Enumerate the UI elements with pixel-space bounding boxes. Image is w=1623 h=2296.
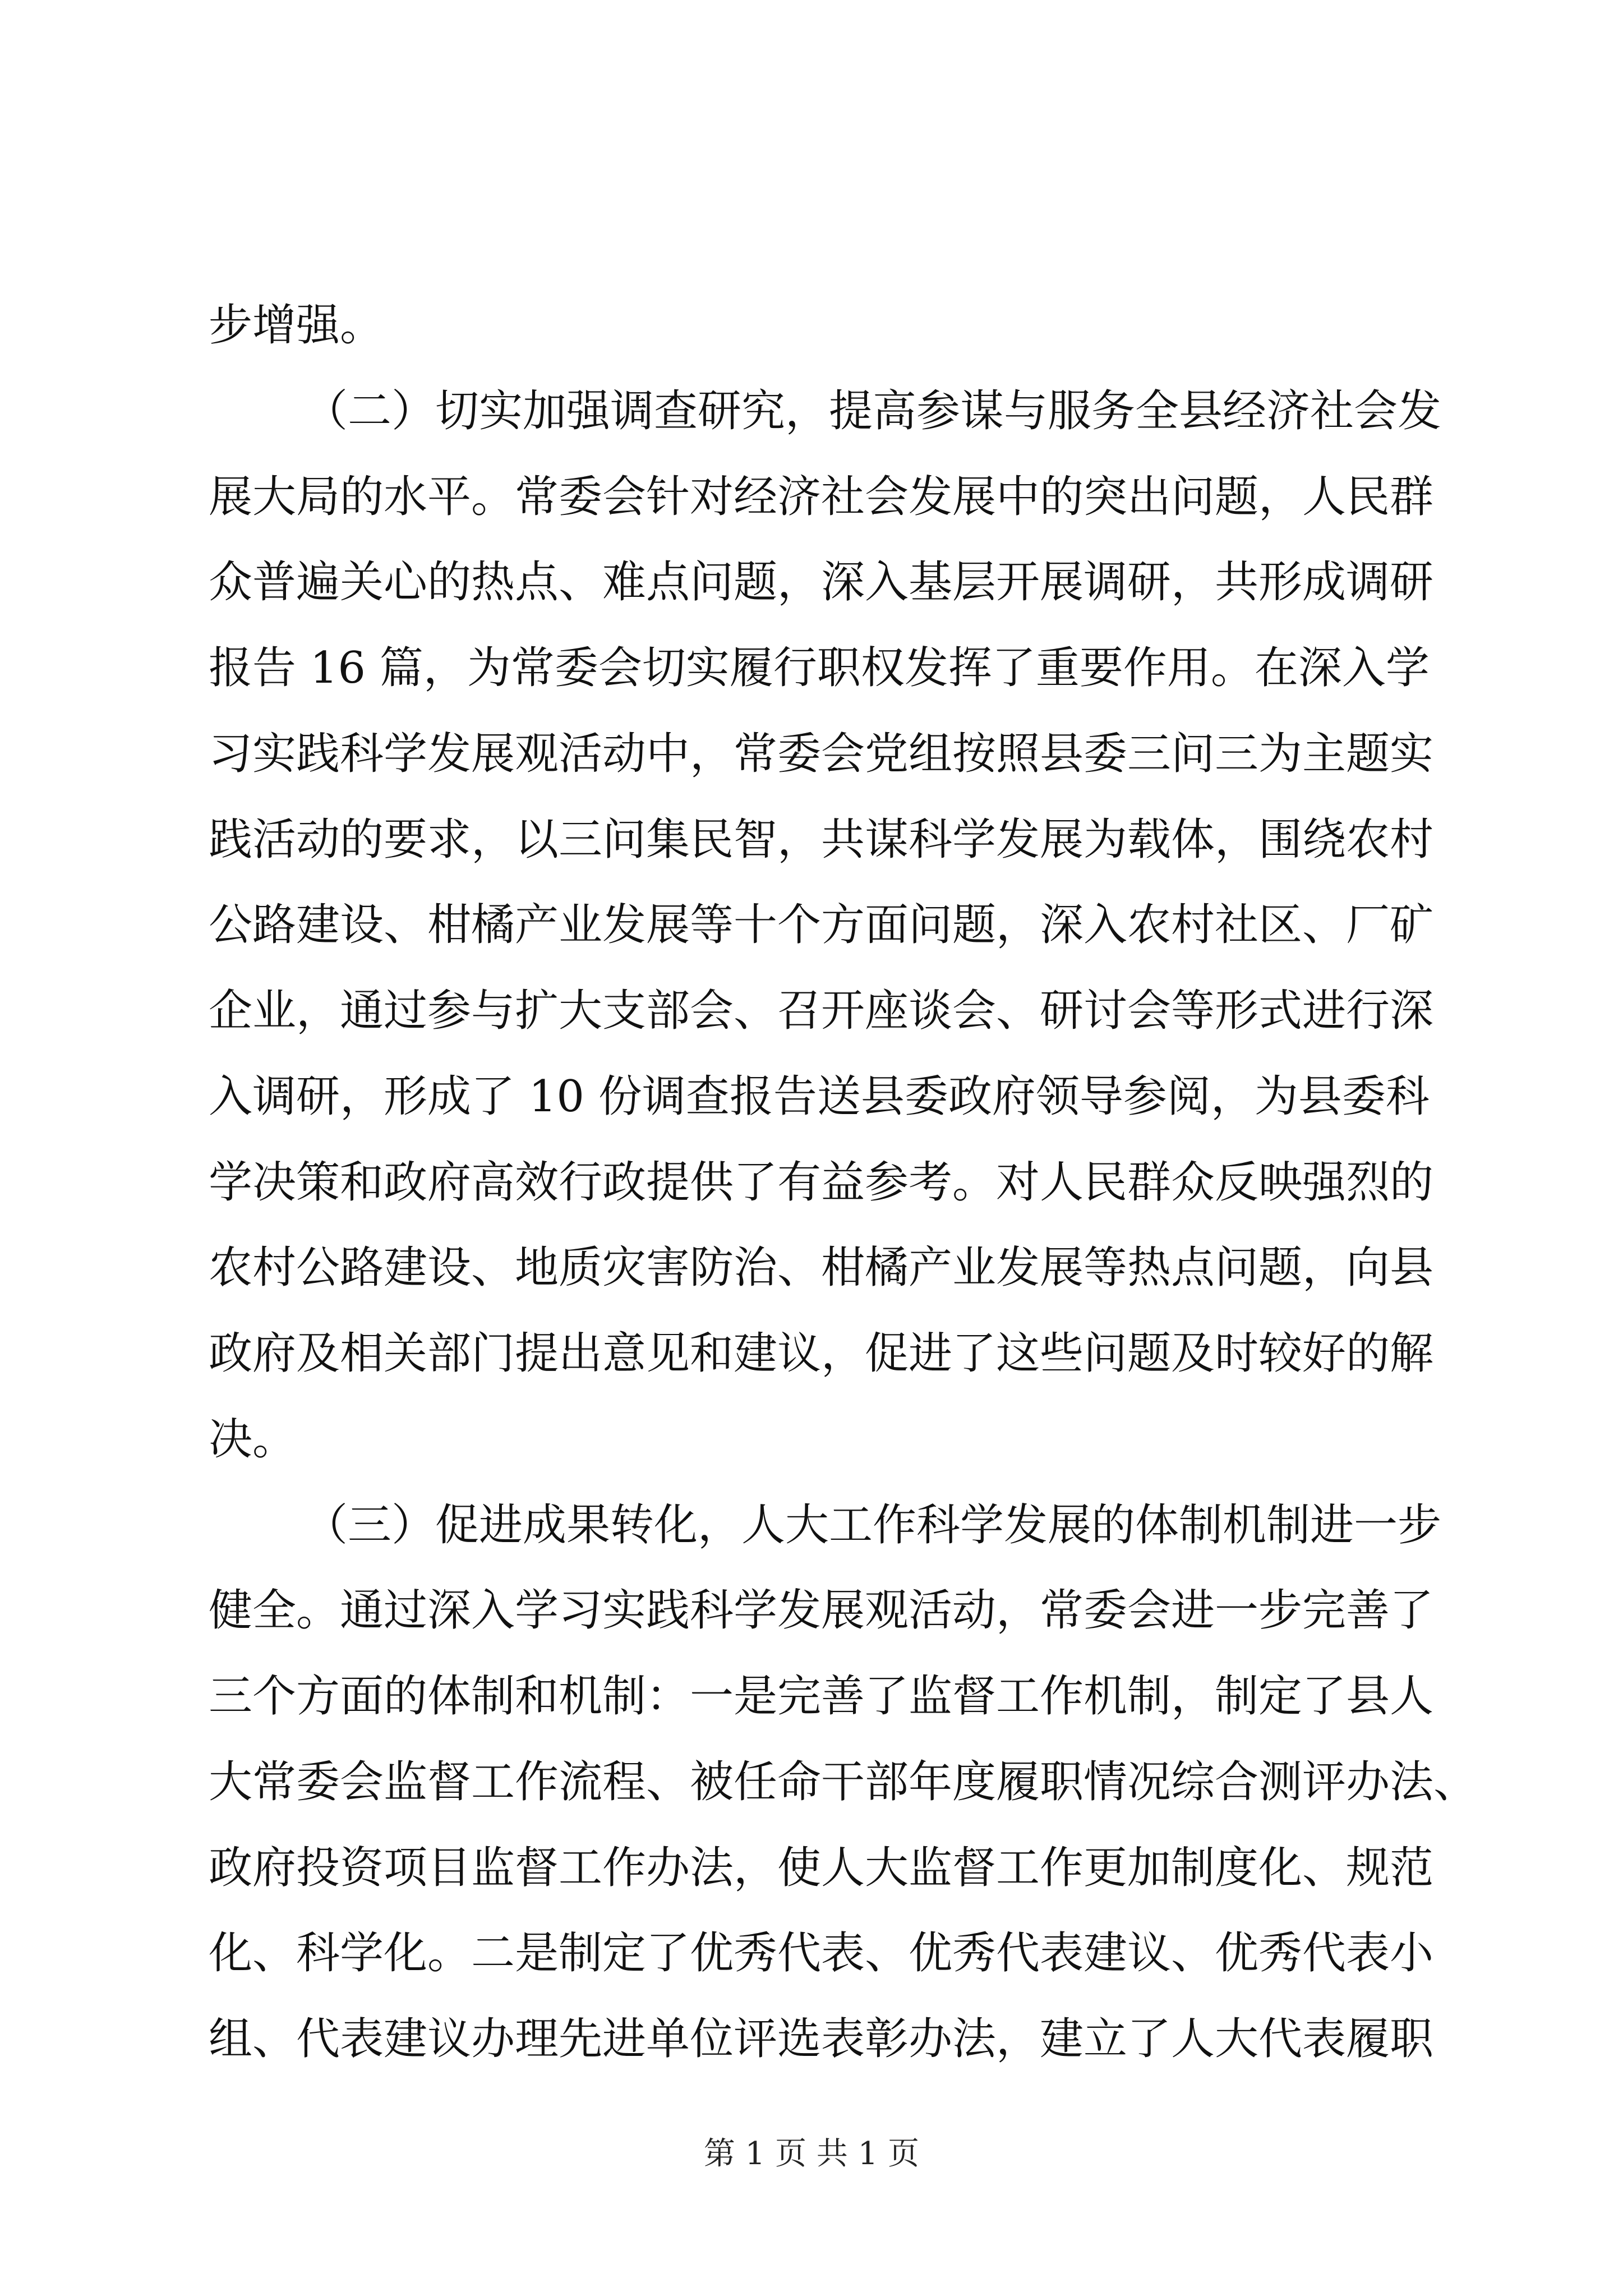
text-line-14: 决。 bbox=[209, 1414, 297, 1465]
page-footer: 第 1 页 共 1 页 bbox=[703, 2136, 920, 2172]
text-line-20: 化、科学化。二是制定了优秀代表、优秀代表建议、优秀代表小 bbox=[209, 1928, 1434, 1978]
text-line-15: （三）促进成果转化，人大工作科学发展的体制机制进一步 bbox=[304, 1500, 1442, 1550]
text-line-21: 组、代表建议办理先进单位评选表彰办法，建立了人大代表履职 bbox=[209, 2014, 1434, 2064]
text-line-12: 农村公路建设、地质灾害防治、柑橘产业发展等热点问题，向县 bbox=[209, 1243, 1434, 1293]
text-line-4: 众普遍关心的热点、难点问题，深入基层开展调研，共形成调研 bbox=[209, 557, 1434, 608]
text-line-11: 学决策和政府高效行政提供了有益参考。对人民群众反映强烈的 bbox=[209, 1157, 1434, 1208]
text-line-18: 大常委会监督工作流程、被任命干部年度履职情况综合测评办法、 bbox=[209, 1757, 1478, 1807]
text-line-2: （二）切实加强调查研究，提高参谋与服务全县经济社会发 bbox=[304, 386, 1442, 436]
text-line-7: 践活动的要求，以三问集民智，共谋科学发展为载体，围绕农村 bbox=[209, 815, 1434, 865]
text-line-1: 步增强。 bbox=[209, 300, 384, 351]
text-line-8: 公路建设、柑橘产业发展等十个方面问题，深入农村社区、厂矿 bbox=[209, 900, 1434, 950]
text-line-6: 习实践科学发展观活动中，常委会党组按照县委三问三为主题实 bbox=[209, 729, 1434, 779]
text-line-5: 报告 16 篇，为常委会切实履行职权发挥了重要作用。在深入学 bbox=[209, 643, 1430, 693]
text-line-13: 政府及相关部门提出意见和建议，促进了这些问题及时较好的解 bbox=[209, 1328, 1434, 1379]
text-line-19: 政府投资项目监督工作办法，使人大监督工作更加制度化、规范 bbox=[209, 1843, 1434, 1893]
text-line-3: 展大局的水平。常委会针对经济社会发展中的突出问题，人民群 bbox=[209, 472, 1434, 522]
text-line-10: 入调研，形成了 10 份调查报告送县委政府领导参阅，为县委科 bbox=[209, 1071, 1430, 1122]
text-line-17: 三个方面的体制和机制：一是完善了监督工作机制，制定了县人 bbox=[209, 1671, 1434, 1722]
text-line-16: 健全。通过深入学习实践科学发展观活动，常委会进一步完善了 bbox=[209, 1585, 1434, 1636]
text-line-9: 企业，通过参与扩大支部会、召开座谈会、研讨会等形式进行深 bbox=[209, 986, 1434, 1036]
